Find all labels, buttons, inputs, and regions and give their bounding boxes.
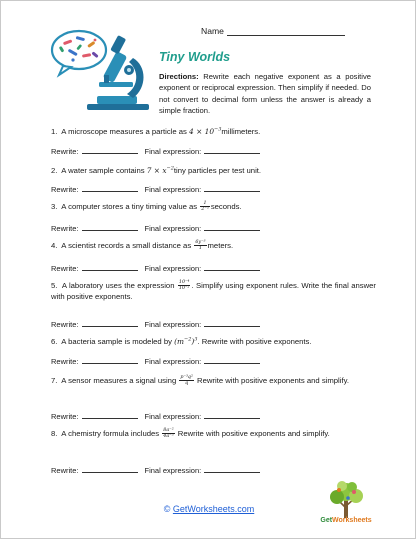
rewrite-blank[interactable] xyxy=(82,356,138,364)
question-3: 3. A computer stores a tiny timing value as $\frac{1}{\text{2⁻⁵}}$ seconds. xyxy=(51,201,242,213)
microscope-illustration xyxy=(49,28,157,112)
fraction: $\frac{\text{8a⁻²}}{\text{4a⁻⁵}}$ xyxy=(163,428,174,440)
question-7: 7. A sensor measures a signal using $\frac{\text{p⁻³q²}}{q}$ Rewrite with positive exponents and simplify. xyxy=(51,375,350,387)
final-blank[interactable] xyxy=(204,465,260,473)
fraction: $\frac{\text{6y⁻³}}{1}$ xyxy=(195,240,206,252)
rewrite-blank[interactable] xyxy=(82,465,138,473)
answer-row-6: Rewrite: Final expression: xyxy=(51,356,267,366)
answer-row-1: Rewrite: Final expression: xyxy=(51,146,267,156)
question-5: 5. A laboratory uses the expression $\frac{\text{10⁻⁴}}{\text{10⁻²}}$ . Simplify using exponent rules. Write the final answer with positive exponents. xyxy=(51,280,376,302)
question-8: 8. A chemistry formula includes $\frac{\text{8a⁻²}}{\text{4a⁻⁵}}$ Rewrite with positive exponents and simplify. xyxy=(51,428,330,440)
name-field-row xyxy=(201,26,345,36)
final-blank[interactable] xyxy=(204,184,260,192)
name-label: Name xyxy=(201,26,224,36)
answer-row-8: Rewrite: Final expression: xyxy=(51,465,267,475)
final-blank[interactable] xyxy=(204,356,260,364)
page-title: Tiny Worlds xyxy=(159,50,231,64)
rewrite-blank[interactable] xyxy=(82,146,138,154)
answer-row-3: Rewrite: Final expression: xyxy=(51,223,267,233)
question-4: 4. A scientist records a small distance as $\frac{\text{6y⁻³}}{1}$ meters. xyxy=(51,240,234,252)
fraction: $\frac{1}{\text{2⁻⁵}}$ xyxy=(201,201,209,213)
rewrite-blank[interactable] xyxy=(82,223,138,231)
fraction: $\frac{\text{10⁻⁴}}{\text{10⁻²}}$ xyxy=(178,280,190,292)
final-blank[interactable] xyxy=(204,223,260,231)
final-blank[interactable] xyxy=(204,319,260,327)
answer-row-2: Rewrite: Final expression: xyxy=(51,184,267,194)
site-link[interactable]: GetWorksheets.com xyxy=(172,504,255,514)
fraction: $\frac{\text{p⁻³q²}}{q}$ xyxy=(180,375,193,387)
directions-text: Rewrite each negative exponent as a positive exponent or reciprocal expression. Then simplify if needed. Do not convert to decimal form unless the answer is already a simple fraction. xyxy=(159,72,371,115)
final-blank[interactable] xyxy=(204,263,260,271)
final-blank[interactable] xyxy=(204,411,260,419)
directions xyxy=(159,71,371,116)
question-2: 2. A water sample contains $7 \times x^{-2}tiny$ particles per test unit. xyxy=(51,165,262,175)
copyright-symbol: © xyxy=(163,504,171,514)
name-input-line[interactable] xyxy=(227,27,345,36)
final-blank[interactable] xyxy=(204,146,260,154)
rewrite-blank[interactable] xyxy=(82,319,138,327)
directions-label: Directions: xyxy=(159,72,199,81)
question-6: 6. A bacteria sample is modeled by $(m^{-2})^3$. Rewrite with positive exponents. xyxy=(51,336,312,346)
rewrite-blank[interactable] xyxy=(82,411,138,419)
answer-row-5: Rewrite: Final expression: xyxy=(51,319,267,329)
answer-row-7: Rewrite: Final expression: xyxy=(51,411,267,421)
bacteria-bubble-icon xyxy=(52,31,106,75)
answer-row-4: Rewrite: Final expression: xyxy=(51,263,267,273)
brand-logo-text: GetWorksheets xyxy=(320,517,372,524)
rewrite-blank[interactable] xyxy=(82,263,138,271)
rewrite-blank[interactable] xyxy=(82,184,138,192)
question-1: 1. A microscope measures a particle as $4 \times 10^{-3}millimeters$. xyxy=(51,126,261,136)
